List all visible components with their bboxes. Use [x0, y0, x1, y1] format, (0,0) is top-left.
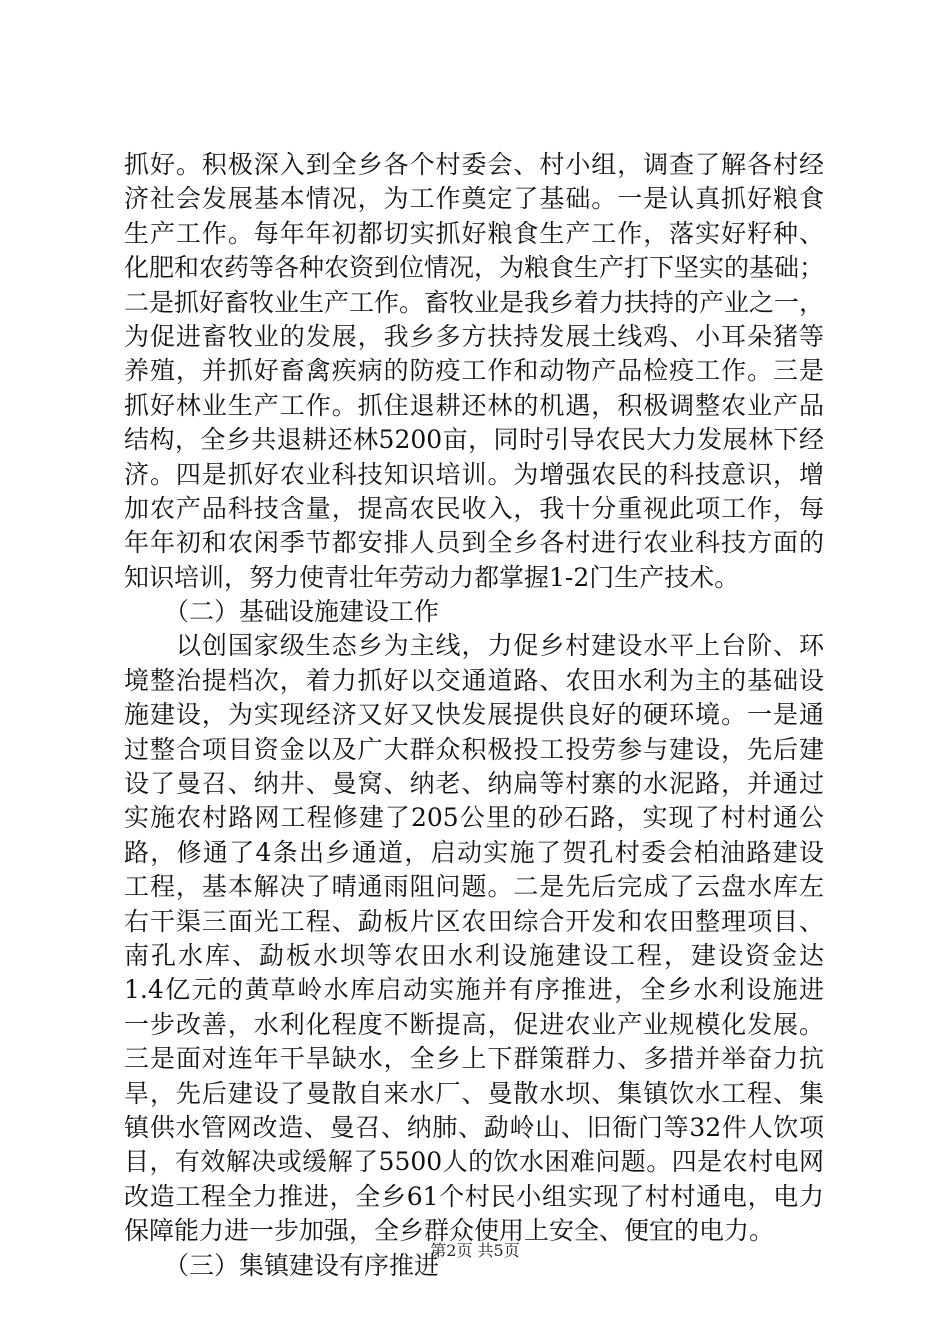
text-line: 镇供水管网改造、曼召、纳肺、勐岭山、旧衙门等32件人饮项 [124, 1112, 824, 1142]
text-line: 济。四是抓好农业科技知识培训。为增强农民的科技意识，增 [124, 459, 824, 489]
text-line: 工程，基本解决了晴通雨阻问题。二是先后完成了云盘水库左 [124, 872, 824, 902]
text-line: 目，有效解决或缓解了5500人的饮水困难问题。四是农村电网 [124, 1147, 824, 1177]
text-line: 养殖，并抓好畜禽疾病的防疫工作和动物产品检疫工作。三是 [124, 356, 824, 386]
page-number: 第2页 共5页 [430, 1241, 520, 1260]
text-line: 过整合项目资金以及广大群众积极投工投劳参与建设，先后建 [124, 734, 824, 764]
text-line: 结构，全乡共退耕还林5200亩，同时引导农民大力发展林下经 [124, 425, 824, 455]
text-line: 一步改善，水利化程度不断提高，促进农业产业规模化发展。 [124, 1009, 824, 1039]
text-line: 化肥和农药等各种农资到位情况，为粮食生产打下坚实的基础； [124, 253, 825, 283]
text-line: 为促进畜牧业的发展，我乡多方扶持发展土线鸡、小耳朵猪等 [124, 321, 824, 351]
text-line: 施建设，为实现经济又好又快发展提供良好的硬环境。一是通 [124, 700, 824, 730]
section-heading-infrastructure: （二）基础设施建设工作 [164, 597, 440, 627]
paragraph-infrastructure [124, 629, 824, 1248]
document-body [124, 148, 824, 1283]
text-line: 路，修通了4条出乡通道，启动实施了贺孔村委会柏油路建设 [124, 837, 824, 867]
text-line: 三是面对连年干旱缺水，全乡上下群策群力、多措并举奋力抗 [124, 1044, 824, 1074]
page-footer [0, 1238, 950, 1261]
text-line: 抓好。积极深入到全乡各个村委会、村小组，调查了解各村经 [124, 150, 824, 179]
text-line: 境整治提档次，着力抓好以交通道路、农田水利为主的基础设 [124, 665, 824, 695]
text-line: 设了曼召、纳井、曼窝、纳老、纳扁等村寨的水泥路，并通过 [124, 769, 824, 799]
text-line: 年年初和农闲季节都安排人员到全乡各村进行农业科技方面的 [124, 528, 824, 558]
text-line: 生产工作。每年年初都切实抓好粮食生产工作，落实好籽种、 [124, 218, 824, 248]
section-heading-town-construction: （三）集镇建设有序推进 [164, 1250, 440, 1280]
text-line: 实施农村路网工程修建了205公里的砂石路，实现了村村通公 [124, 803, 824, 833]
text-line: 保障能力进一步加强，全乡群众使用上安全、便宜的电力。 [124, 1216, 775, 1246]
text-line: 抓好林业生产工作。抓住退耕还林的机遇，积极调整农业产品 [124, 390, 824, 420]
paragraph-agriculture [124, 148, 824, 595]
text-line: 以创国家级生态乡为主线，力促乡村建设水平上台阶、环 [124, 631, 824, 661]
text-line: 济社会发展基本情况，为工作奠定了基础。一是认真抓好粮食 [124, 184, 824, 214]
text-line: 旱，先后建设了曼散自来水厂、曼散水坝、集镇饮水工程、集 [124, 1078, 824, 1108]
text-line: 右干渠三面光工程、勐板片区农田综合开发和农田整理项目、 [124, 906, 824, 936]
text-line: 1.4亿元的黄草岭水库启动实施并有序推进，全乡水利设施进 [124, 975, 824, 1005]
text-line: 改造工程全力推进，全乡61个村民小组实现了村村通电，电力 [124, 1181, 824, 1211]
text-line: 加农产品科技含量，提高农民收入，我十分重视此项工作，每 [124, 493, 824, 523]
text-line: 知识培训，努力使青壮年劳动力都掌握1-2门生产技术。 [124, 562, 740, 592]
text-line: 南孔水库、勐板水坝等农田水利设施建设工程，建设资金达 [124, 940, 824, 970]
text-line: 二是抓好畜牧业生产工作。畜牧业是我乡着力扶持的产业之一， [124, 287, 825, 317]
